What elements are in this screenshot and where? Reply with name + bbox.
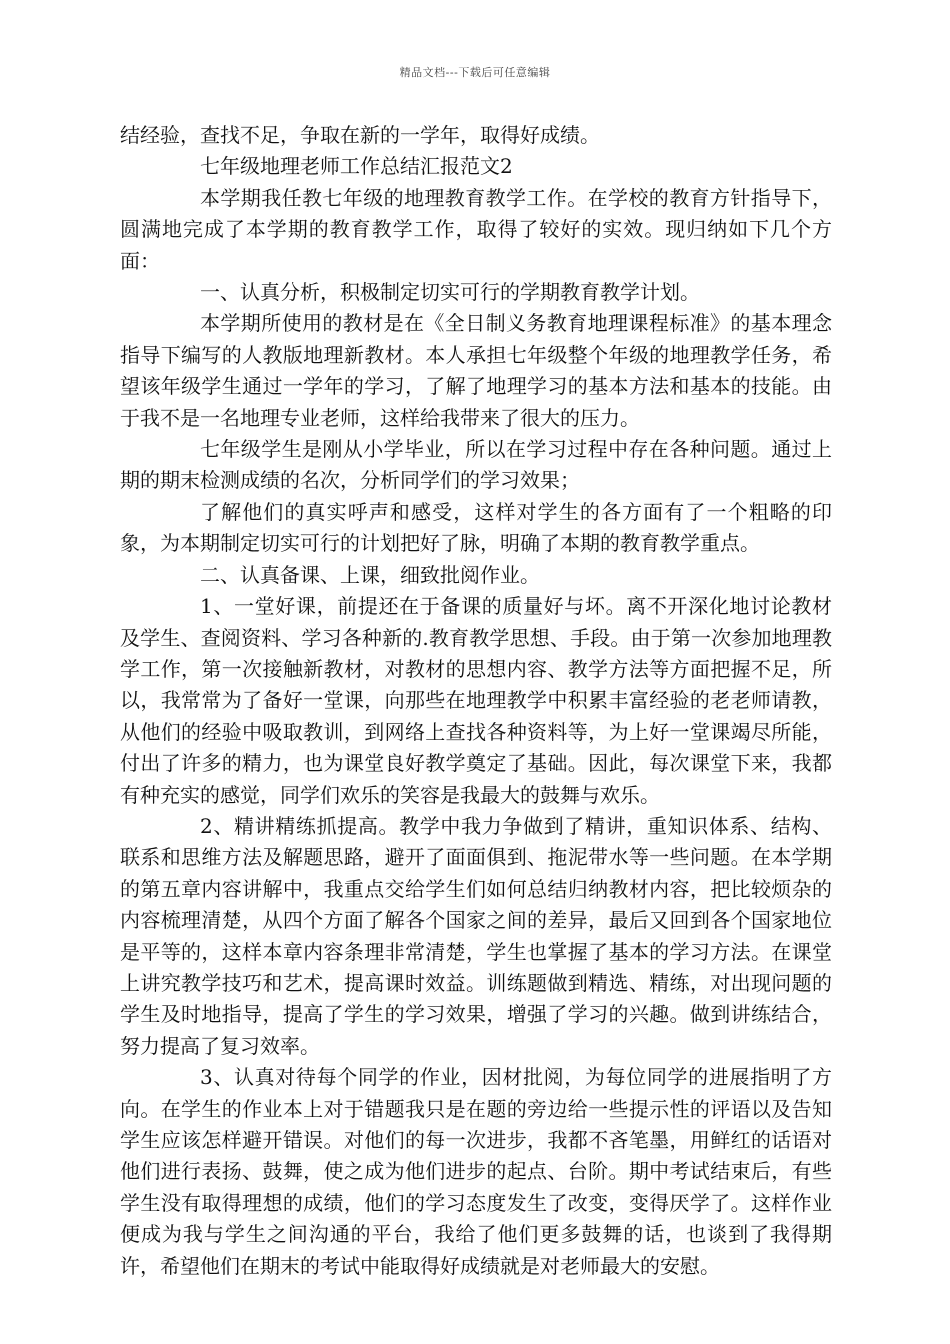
- paragraph-students: 七年级学生是刚从小学毕业，所以在学习过程中存在各种问题。通过上期的期末检测成绩的名次，分析同学们的学习效果；: [120, 437, 832, 493]
- paragraph-item-1: 1、一堂好课，前提还在于备课的质量好与坏。离不开深化地讨论教材及学生、查阅资料、学习各种新的.教育教学思想、手段。由于第一次参加地理教学工作，第一次接触新教材，对教材的思想内容、教学方法等方面把握不足，所以，我常常为了备好一堂课，向那些在地理教学中积累丰富经验的老老师请教，从他们的经验中吸取教训，到网络上查找各种资料等，为上好一堂课竭尽所能，付出了许多的精力，也为课堂良好教学奠定了基础。因此，每次课堂下来，我都有种充实的感觉，同学们欢乐的笑容是我最大的鼓舞与欢乐。: [120, 594, 832, 807]
- paragraph-item-3: 3、认真对待每个同学的作业，因材批阅，为每位同学的进展指明了方向。在学生的作业本上对于错题我只是在题的旁边给一些提示性的评语以及告知学生应该怎样避开错误。对他们的每一次进步，我都不吝笔墨，用鲜红的话语对他们进行表扬、鼓舞，使之成为他们进步的起点、台阶。期中考试结束后，有些学生没有取得理想的成绩，他们的学习态度发生了改变，变得厌学了。这样作业便成为我与学生之间沟通的平台，我给了他们更多鼓舞的话，也谈到了我得期许，希望他们在期末的考试中能取得好成绩就是对老师最大的安慰。: [120, 1065, 832, 1278]
- paragraph-understanding: 了解他们的真实呼声和感受，这样对学生的各方面有了一个粗略的印象，为本期制定切实可行的计划把好了脉，明确了本期的教育教学重点。: [120, 499, 832, 556]
- paragraph-textbook: 本学期所使用的教材是在《全日制义务教育地理课程标准》的基本理念指导下编写的人教版地理新教材。本人承担七年级整个年级的地理教学任务，希望该年级学生通过一学年的学习，了解了地理学习的基本方法和基本的技能。由于我不是一名地理专业老师，这样给我带来了很大的压力。: [120, 311, 832, 430]
- document-body: [120, 120, 832, 1282]
- page-header: 精品文档---下载后可任意编辑: [399, 66, 551, 79]
- heading-part-2: 二、认真备课、上课，细致批阅作业。: [200, 562, 540, 587]
- heading-part-1: 一、认真分析，积极制定切实可行的学期教育教学计划。: [200, 280, 700, 305]
- section-title: 七年级地理老师工作总结汇报范文2: [200, 154, 513, 179]
- paragraph-continuation: 结经验，查找不足，争取在新的一学年，取得好成绩。: [120, 123, 600, 147]
- paragraph-item-2: 2、精讲精练抓提高。教学中我力争做到了精讲，重知识体系、结构、联系和思维方法及解题思路，避开了面面俱到、拖泥带水等一些问题。在本学期的第五章内容讲解中，我重点交给学生们如何总结归纳教材内容，把比较烦杂的内容梳理清楚，从四个方面了解各个国家之间的差异，最后又回到各个国家地位是平等的，这样本章内容条理非常清楚，学生也掌握了基本的学习方法。在课堂上讲究教学技巧和艺术，提高课时效益。训练题做到精选、精练，对出现问题的学生及时地指导，提高了学生的学习效果，增强了学习的兴趣。做到讲练结合，努力提高了复习效率。: [120, 813, 832, 1058]
- paragraph-intro: 本学期我任教七年级的地理教育教学工作。在学校的教育方针指导下，圆满地完成了本学期的教育教学工作，取得了较好的实效。现归纳如下几个方面：: [120, 185, 832, 273]
